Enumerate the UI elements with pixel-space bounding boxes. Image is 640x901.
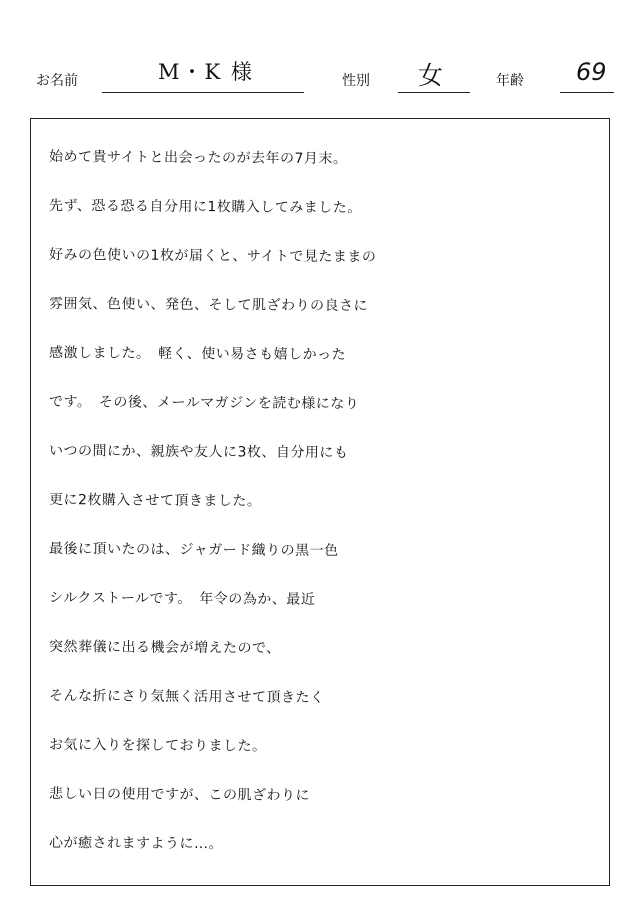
letter-line-6: です。 その後、メールマガジンを読む様になり [48,394,360,413]
letter-line-5: 感激しました。 軽く、使い易さも嬉しかった [48,345,347,364]
letter-line-12: そんな折にさり気無く活用させて頂きたく [48,688,325,706]
letter-line-7: いつの間にか、親族や友人に3枚、自分用にも [48,443,349,462]
letter-line-10: シルクストールです。 年令の為か、最近 [48,590,316,608]
age-underline [560,92,614,93]
letter-line-14: 悲しい日の使用ですが、この肌ざわりに [48,786,311,804]
letter-line-1: 始めて貴サイトと出会ったのが去年の7月末。 [48,149,348,168]
name-value: M・K 様 [158,60,254,84]
letter-line-15: 心が癒されますように…。 [48,835,224,853]
letter-line-4: 雰囲気、色使い、発色、そして肌ざわりの良さに [48,296,369,315]
gender-label: 性別 [342,73,370,89]
letter-line-8: 更に2枚購入させて頂きました。 [48,492,262,510]
letter-box [30,118,610,886]
age-value: 69 [576,58,607,86]
letter-line-2: 先ず、恐る恐る自分用に1枚購入してみました。 [48,198,362,217]
name-label: お名前 [36,73,78,89]
letter-line-9: 最後に頂いたのは、ジャガード織りの黒一色 [48,541,339,560]
letter-line-13: お気に入りを探しておりました。 [48,737,267,755]
age-label: 年齢 [496,73,524,89]
letter-line-3: 好みの色使いの1枚が届くと、サイトで見たままの [48,247,377,266]
letter-line-11: 突然葬儀に出る機会が増えたので、 [48,639,281,657]
name-underline [102,92,304,93]
gender-value: 女 [418,61,444,90]
gender-underline [398,92,470,93]
